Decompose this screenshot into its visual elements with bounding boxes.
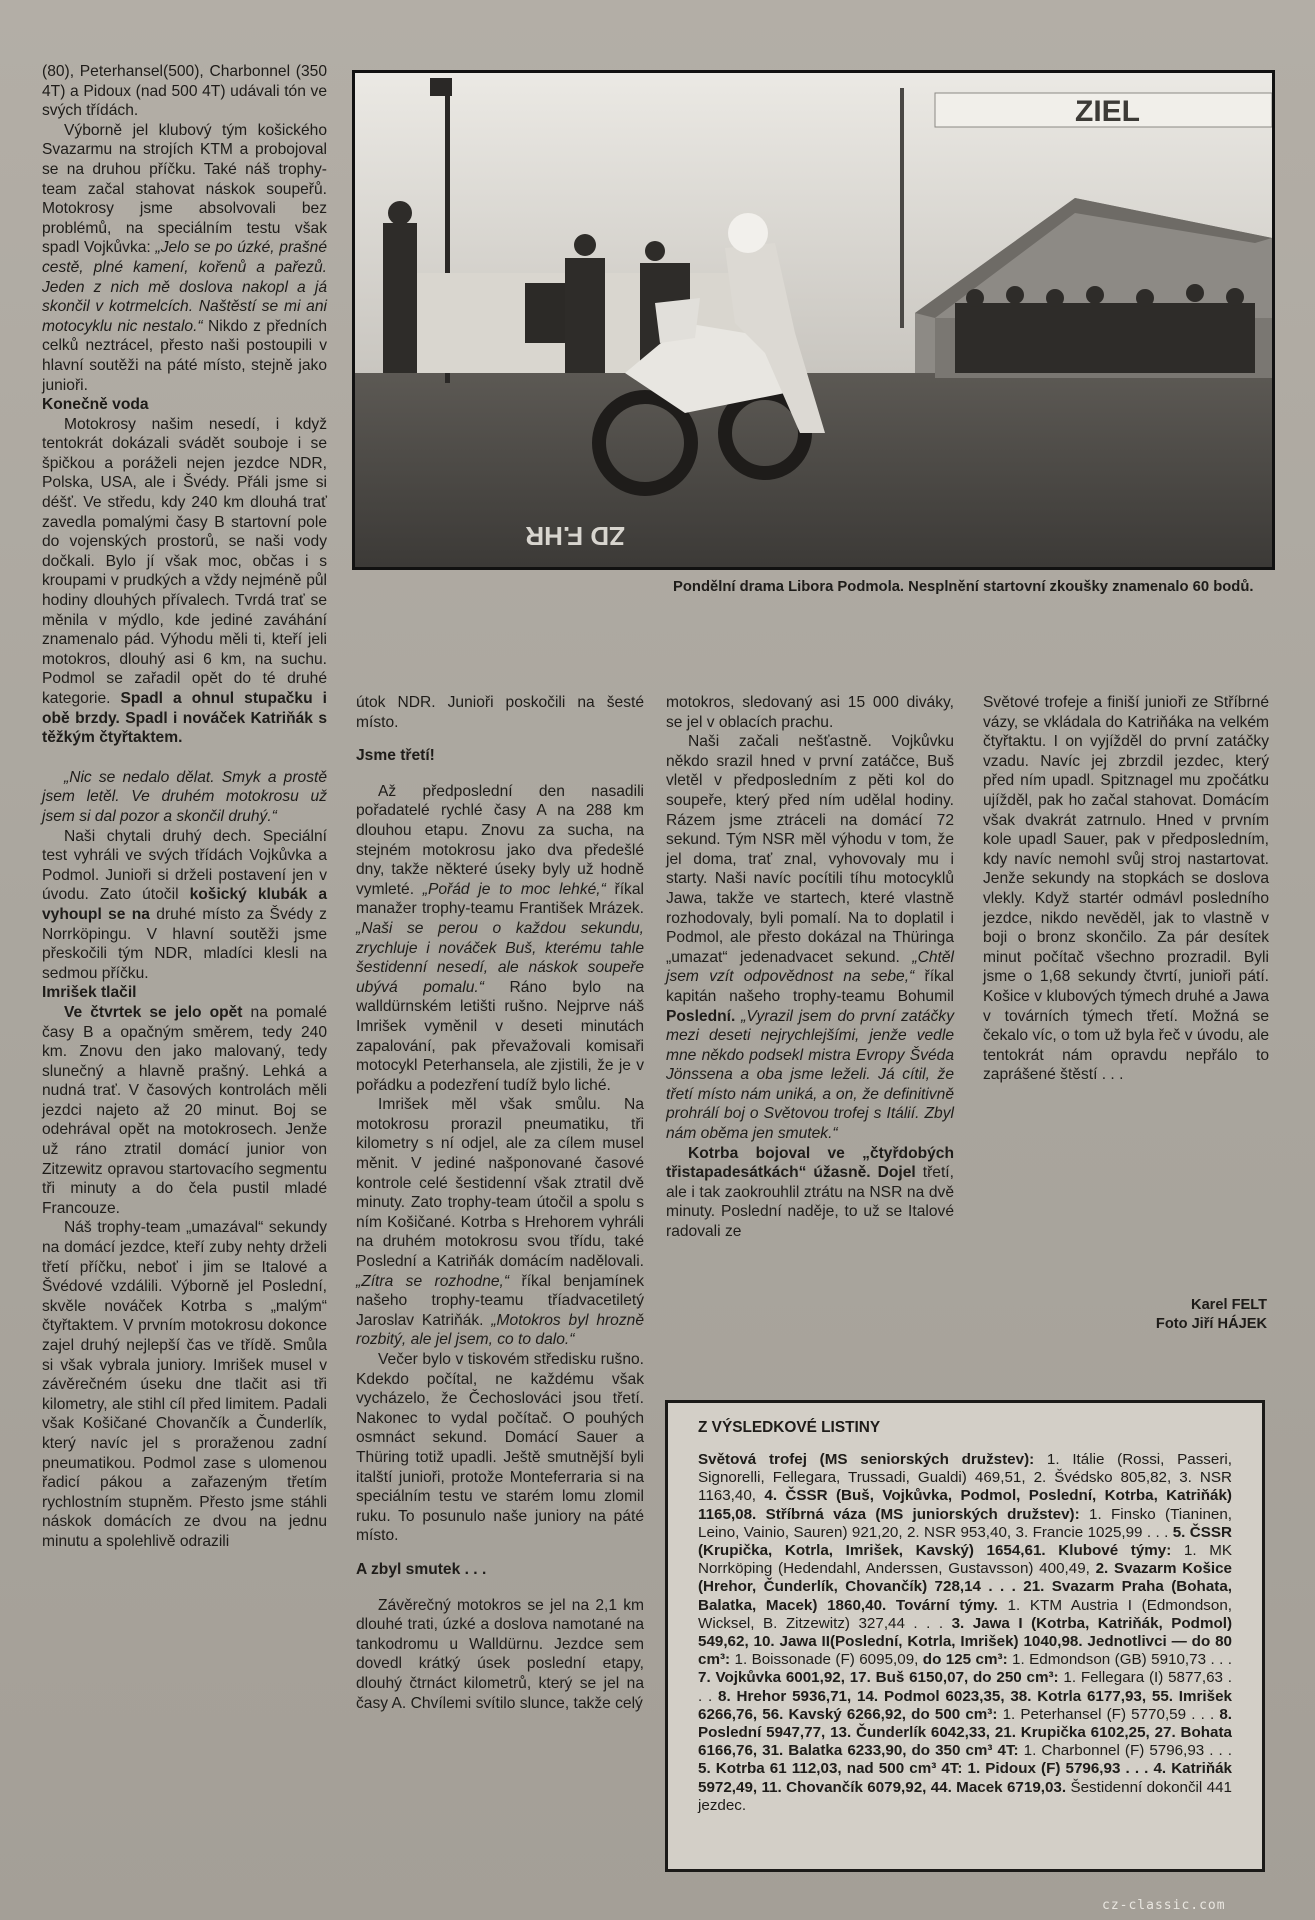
bold-text: 5. Kotrba 61 112,03, nad 500 cm³ 4T: 1. Pidoux (F) 5796,93 . . . 4. Katriňák 5972,49, 11. Chovančík 6079,92, 44. Macek 6719,03.	[698, 1760, 1232, 1796]
subheading: A zbyl smutek . . .	[356, 1560, 487, 1578]
text: 1. MK Norrköping (Hedendahl, Anderssen, Gustavsson) 400,49,	[698, 1542, 1232, 1578]
quote: „Chtěl jsem vzít odpovědnost na sebe,“	[666, 948, 954, 986]
text: Šestidenní dokončil 441 jezdec.	[698, 1778, 1232, 1814]
text: třetí, ale i tak zaokrouhlil ztrátu na NSR na dvě minuty. Poslední naděje, to už se Italové radovali ze	[666, 1164, 954, 1241]
bold-text: košický klubák a vyhoupl se na	[42, 886, 327, 923]
text: říkal kapitán našeho trophy-teamu Bohumil	[666, 968, 954, 1005]
text: říkal manažer trophy-teamu František Mrázek.	[356, 880, 644, 918]
text: 1. Itálie (Rossi, Passeri, Signorelli, Fellegara, Trussadi, Gualdi) 469,51, 2. Švédsko 805,82, 3. NSR 1163,40,	[698, 1451, 1232, 1505]
text: Výborně jel klubový tým košického Svazarmu na strojích KTM a probojoval se na druhou příčku. Také náš trophy-team začal stahovat náskok soupeřů. Motokrosy jsme absolvovali bez problémů, na speciálním testu však spadl Vojkůvka:	[42, 121, 327, 257]
paragraph	[42, 827, 327, 984]
road-marking-text: ZD F.HR	[525, 521, 625, 551]
author-credits	[1080, 1296, 1267, 1334]
text: Až předposlední den nasadili pořadatelé rychlé časy A na 288 km dlouhou etapu. Znovu za sucha, na stejném motokrosu jako dva předešlé dny, takže některé úseky byly už hodně vymleté.	[356, 782, 644, 898]
photo-illustration	[355, 73, 1272, 567]
article-column-1	[42, 62, 327, 1552]
paragraph: Světové trofeje a finiší junioři ze Stříbrné vázy, se vkládala do Katriňáka na velkém čtyřtaktu. I on vyjížděl do první zatáčky vzadu. Navíc jej zbrzdil jezdec, který před ním upadl. Spitznagel mu zpočátku ujížděl, pak ho začal stahovat. Domácím však dvakrát zatrnulo. Hned v prvním kole upadl Sauer, pak v předposledním, kdy navíc nemohl svůj stroj nastartovat. Jenže sekundy na stopkách se doslova vlekly. Když startér odmávl posledního jezdce, nikdo nevěděl, jak to vlastně v boji o bronz skončilo. Za pár desítek minut počítač všechno prozradil. Byli jsme o 1,68 sekundy čtvrtí, junioři pátí. Košice v klubových týmech druhé a Jawa v továrních týmech třetí. Možná se čekalo víc, o tom už byla řeč v úvodu, ale tentokrát nám opravdu nepřálo to zaprášené štěstí . . .	[983, 694, 1269, 1084]
paragraph	[42, 1003, 327, 1219]
author-name: Karel FELT	[1191, 1297, 1267, 1313]
bold-text: Světová trofej (MS seniorských družstev):	[698, 1451, 1035, 1468]
bold-text: Poslední.	[666, 1007, 736, 1025]
text: 1. Charbonnel (F) 5796,93 . . .	[1018, 1742, 1232, 1760]
text: Naši začali nešťastně. Vojkůvku někdo srazil hned v první zatáčce, Buš vletěl v předposledním z pěti kol do soupeře, který před ním udělal hodiny. Rázem jsme ztráceli na domácí 72 sekund. Tým NSR měl výhodu v tom, že jel doma, trať znal, vyhovovaly mu i starty. Naši navíc pocítili tíhu motocyklů Jawa, takže ve startech, které vlastně rozhodovaly, byli pomalí. Na to doplatil i Podmol, ale přesto dokázal na Thüringa „umazat“ jedenadvacet sekund.	[666, 733, 954, 966]
text: druhé místo za Švédy z Norrköpingu. V hlavní soutěži jsme přeskočili tým NDR, mladíci klesli na sedmou příčku.	[42, 905, 327, 982]
paragraph	[666, 1144, 954, 1242]
bold-text: 4. ČSSR (Buš, Vojkůvka, Podmol, Poslední, Kotrba, Katriňák) 1165,08. Stříbrná váza (MS juniorských družstev):	[698, 1487, 1232, 1523]
bold-text: 8. Hrehor 5936,71, 14. Podmol 6023,35, 38. Kotrla 6177,93, 55. Imrišek 6266,76, 56. Kavský 6266,92, do 500 cm³:	[698, 1687, 1232, 1723]
paragraph: Závěrečný motokros se jel na 2,1 km dlouhé trati, úzké a doslova namotané na tankodromu u Walldürnu. Jezdce sem dovedl krátký úsek poslední etapy, dlouhý čtrnáct kilometrů, který se jel na časy A. Chvílemi svítilo slunce, takže celý	[356, 1596, 644, 1712]
text: 1. Fellegara (I) 5877,63 . . .	[698, 1669, 1232, 1705]
text: říkal benjamínek našeho trophy-teamu tříadvacetiletý Jaroslav Katriňák.	[356, 1272, 644, 1329]
photographer-name: Foto Jiří HÁJEK	[1155, 1316, 1267, 1332]
article-column-3	[666, 693, 954, 1242]
bold-text: 3. Jawa I (Kotrba, Katriňák, Podmol) 549,62, 10. Jawa II(Poslední, Kotrla, Imrišek) 1040,98. Jednotlivci — do 80 cm³:	[698, 1614, 1233, 1669]
bold-text: Kotrba bojoval ve „čtyřdobých třistapadesátkách“ úžasně. Dojel	[666, 1144, 954, 1182]
watermark: cz-classic.com	[1102, 1898, 1226, 1913]
subheading: Imrišek tlačil	[42, 984, 137, 1002]
subheading: Jsme třetí!	[356, 747, 435, 765]
paragraph	[42, 415, 327, 748]
bold-text: Spadl a ohnul stupačku i obě brzdy. Spadl i nováček Katriňák s těžkým čtyřtaktem.	[42, 690, 327, 747]
text: 1. Peterhansel (F) 5770,59 . . .	[997, 1705, 1220, 1723]
bold-text: 8. Poslední 5947,77, 13. Čunderlík 6042,33, 21. Krupička 6102,25, 27. Bohata 6166,76, 31. Balatka 6233,90, do 350 cm³ 4T:	[698, 1705, 1233, 1760]
results-box	[665, 1400, 1265, 1872]
results-title: Z VÝSLEDKOVÉ LISTINY	[698, 1419, 881, 1436]
paragraph	[42, 121, 327, 395]
article-column-4	[983, 693, 1269, 1085]
text: Nikdo z předních celků neztrácel, přesto naši postoupili v hlavní soutěži na páté místo, stejně jako junioři.	[42, 317, 327, 394]
photo-motocross-start	[352, 70, 1275, 570]
text: 1. Finsko (Tianinen, Leino, Vainio, Sauren) 921,20, 2. NSR 953,40, 3. Francie 1025,99 . . .	[698, 1505, 1233, 1541]
text: 1. Edmondson (GB) 5910,73 . . .	[1007, 1651, 1232, 1669]
quote: „Pořád je to moc lehké,“	[422, 880, 606, 898]
paragraph: Náš trophy-team „umazával“ sekundy na domácí jezdce, kteří zuby nehty drželi třetí příčku, neboť i jim se Italové a Švédové vzdálili. Výborně jel Poslední, skvěle nováček Kotrba s „malým“ čtyřtaktem. V prvním motokrosu dokonce zajel druhý nejlepší čas ve třídě. Smůla si však vybrala juniory. Imrišek musel v závěrečném úseku dne tlačit asi tři kilometry, ale stihl cíl před limitem. Padali však Košičané Chovančík a Čunderlík, který navíc jel s proraženou zadní pneumatikou. Podmol zase s ulomenou řadicí pákou a zařazeným třetím rychlostním stupněm. Přesto jsme stáhli náskok domácích ze dvou na jednu minutu a spolehlivě odrazili	[42, 1219, 327, 1550]
bold-text: 7. Vojkůvka 6001,92, 17. Buš 6150,07, do 250 cm³:	[698, 1669, 1059, 1687]
photo-caption: Pondělní drama Libora Podmola. Nesplnění startovní zkoušky znamenalo 60 bodů.	[673, 579, 1254, 595]
results-body	[698, 1451, 1232, 1815]
text: Motokrosy našim nesedí, i když tentokrát dokázali svádět souboje i se špičkou a poráželi nejen jezdce NDR, Polska, USA, ale i Švédy. Přáli jsme si déšť. Ve středu, kdy 240 km dlouhá trať zavedla pomalými časy B startovní pole do vojenských prostorů, se naši vody dočkali. Bylo jí však moc, občas i s kroupami v prudkých a vždy nejméně půl hodiny dlouhých přívalech. Tvrdá trať se měnila v mýdlo, kde jediné zaváhání znamenalo pád. Výhodu měli ti, kteří jeli motokros, dlouhý asi 6 km, na suchu. Podmol se zařadil opět do té druhé kategorie.	[42, 415, 327, 707]
text: Ráno bylo na walldürnském letišti rušno. Nejprve náš Imrišek vyměnil v deseti minutách zapalování, pak převažovali komisaři motocykl Peterhansela, ale zjistili, že je v pořádku a podezření tudíž bylo liché.	[356, 978, 644, 1094]
quote: „Zítra se rozhodne,“	[356, 1272, 510, 1290]
paragraph	[356, 782, 644, 1096]
quote: „Naši se perou o každou sekundu, zrychluje i nováček Buš, kterému tahle šestidenní nesedí, ale náskok soupeře ubývá pomalu.“	[356, 919, 644, 996]
subheading: Konečně voda	[42, 396, 149, 414]
quote: „Jelo se po úzké, prašné cestě, plné kamení, kořenů a pařezů. Jeden z nich mě doslova nakopl a já skončil v kotrmelcích. Naštěstí se mi ani motocyklu nic nestalo.“	[42, 239, 327, 335]
paragraph: (80), Peterhansel(500), Charbonnel (350 4T) a Pidoux (nad 500 4T) udávali tón ve svých třídách.	[42, 63, 327, 120]
quote: „Vyrazil jsem do první zatáčky mezi deseti nejrychlejšími, jenže vedle mne někdo podsekl mistra Evropy Švéda Jönssena a oba jsme leželi. Já cítil, že třetí místo nám uniká, a on, že definitivně prohrálí boj o Světovou trofej s Itálií. Zbyl nám oběma jen smutek.“	[666, 1007, 954, 1143]
quote-paragraph: „Nic se nedalo dělat. Smyk a prostě jsem letěl. Ve druhém motokrosu už jsem si dal pozor a skončil druhý.“	[42, 768, 327, 825]
paragraph	[666, 732, 954, 1143]
bold-text: 2. Svazarm Košice (Hrehor, Čunderlík, Chovančík) 728,14 . . . 21. Svazarm Praha (Bohata, Balatka, Macek) 1860,40. Tovární týmy.	[698, 1560, 1232, 1614]
paragraph: útok NDR. Junioři poskočili na šesté místo.	[356, 694, 644, 731]
paragraph: motokros, sledovaný asi 15 000 diváky, se jel v oblacích prachu.	[666, 694, 954, 731]
text: 1. Boissonade (F) 6095,09,	[730, 1651, 923, 1669]
banner-text: ZIEL	[1075, 95, 1140, 128]
text: na pomalé časy B a opačným směrem, tedy 240 km. Znovu den jako malovaný, tedy slunečný a hlavně prašný. Lehká a nudná trať. V časových kontrolách měli jezdci najeto až 20 minut. Boj se odehrával opět na motokrosech. Jenže už ráno ztratil domácí junior von Zitzewitz opravou startovacího segmentu tři minuty a do čela pustil mladé Francouze.	[42, 1003, 328, 1217]
paragraph: Večer bylo v tiskovém středisku rušno. Kdekdo počítal, ne každému však vycházelo, že Čechoslováci jsou třetí. Nakonec to vydal počítač. O pouhých osmnáct sekund. Domácí Sauer a Thüring totiž upadli. Ještě smutnější byli italští junioři, protože Monteferraria si na speciálním testu ve starém lomu zlomil ruku. To posunulo naše juniory na páté místo.	[356, 1351, 644, 1545]
text: Imrišek měl však smůlu. Na motokrosu prorazil pneumatiku, tři kilometry s ní odjel, ale za cílem musel měnit. V jediné našponované časové kontrole celé šestidenní však ztratil dvě minuty. Zato trophy-team útočil a spolu s ním Košičané. Kotrba s Hrehorem vyhráli na druhém motokrosu svou třídu, také Poslední a Katriňák domácím nadělovali.	[356, 1096, 644, 1271]
text: Naši chytali druhý dech. Speciální test vyhráli ve svých třídách Vojkůvka a Podmol. Junioři si drželi postavení jen v úvodu. Zato útočil	[42, 827, 327, 904]
quote: „Motokros byl hrozně rozbitý, ale jel jsem, co to dalo.“	[356, 1311, 644, 1349]
bold-text: do 125 cm³:	[922, 1651, 1008, 1669]
article-column-2	[356, 693, 644, 1713]
bold-text: Ve čtvrtek se jelo opět	[64, 1003, 243, 1021]
text: 1. KTM Austria I (Edmondson, Wicksel, B. Zitzewitz) 327,44 . . .	[698, 1596, 1232, 1632]
bold-text: 5. ČSSR (Krupička, Kotrla, Imrišek, Kavský) 1654,61. Klubové týmy:	[698, 1523, 1232, 1560]
paragraph	[356, 1095, 644, 1350]
